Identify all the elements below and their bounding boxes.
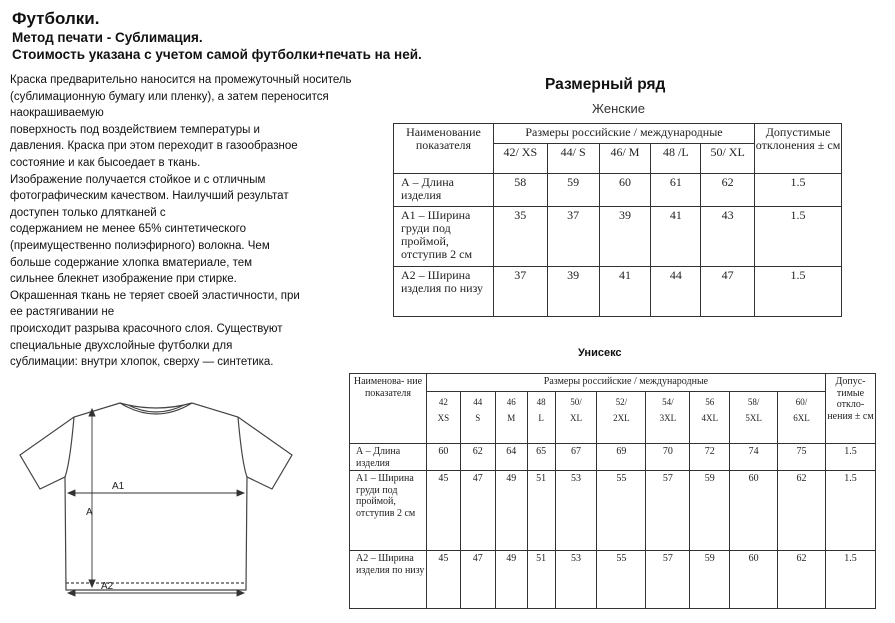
print-method: Метод печати - Сублимация. [12, 30, 203, 45]
women-cell: 62 [701, 174, 755, 207]
women-cell: 37 [493, 267, 547, 317]
unisex-cell: 57 [646, 551, 690, 609]
women-cell-tolerance: 1.5 [755, 267, 842, 317]
unisex-size-header: 56 4XL [690, 392, 730, 444]
women-cell: 35 [493, 207, 547, 267]
women-cell: 39 [547, 267, 599, 317]
unisex-cell: 62 [778, 551, 826, 609]
description-line: Окрашенная ткань не теряет своей эластичности, при [10, 289, 300, 302]
unisex-cell: 53 [555, 471, 597, 551]
label-a: А [86, 507, 93, 518]
women-cell: 60 [599, 174, 651, 207]
unisex-cell: 64 [495, 444, 527, 471]
women-row-name: А2 – Ширина изделия по низу [394, 267, 494, 317]
women-col-sizes-header: Размеры российские / международные [493, 124, 754, 144]
unisex-cell: 72 [690, 444, 730, 471]
description-line: доступен только длятканей с [10, 206, 166, 219]
unisex-cell: 47 [460, 471, 495, 551]
tshirt-collar [120, 403, 192, 412]
unisex-cell: 45 [426, 551, 460, 609]
description-line: состояние и как бысоедает в ткань. [10, 156, 201, 169]
unisex-size-header: 52/ 2XL [597, 392, 646, 444]
description-text [10, 72, 400, 371]
description-line: Изображение получается стойкое и с отличным [10, 173, 266, 186]
description-line: происходит разрыва красочного слоя. Существуют [10, 322, 283, 335]
unisex-col-name-header: Наименова- ние показателя [350, 374, 427, 444]
women-size-header: 46/ M [599, 144, 651, 174]
unisex-cell: 51 [527, 551, 555, 609]
women-cell-tolerance: 1.5 [755, 174, 842, 207]
unisex-cell-tolerance: 1.5 [825, 551, 875, 609]
women-cell-tolerance: 1.5 [755, 207, 842, 267]
tshirt-outline [20, 403, 292, 590]
unisex-cell: 69 [597, 444, 646, 471]
unisex-cell: 53 [555, 551, 597, 609]
unisex-row-name: А1 – Ширина груди под проймой, отступив 2 см [350, 471, 427, 551]
unisex-cell-tolerance: 1.5 [825, 471, 875, 551]
table-row [350, 471, 876, 551]
description-line: фотографическим качеством. Наилучший результат [10, 190, 289, 203]
table-row [394, 174, 842, 207]
unisex-size-header: 46 M [495, 392, 527, 444]
table-row [394, 207, 842, 267]
women-size-header: 44/ S [547, 144, 599, 174]
description-line: поверхность под воздействием температуры и [10, 123, 260, 136]
women-cell: 41 [651, 207, 701, 267]
women-cell: 61 [651, 174, 701, 207]
women-cell: 44 [651, 267, 701, 317]
women-subtitle: Женские [592, 101, 645, 116]
unisex-cell: 62 [460, 444, 495, 471]
unisex-size-header: 60/ 6XL [778, 392, 826, 444]
size-chart-title: Размерный ряд [545, 76, 666, 93]
unisex-cell: 57 [646, 471, 690, 551]
unisex-cell: 75 [778, 444, 826, 471]
description-line: (сублимационную бумагу или пленку), а затем переносится [10, 90, 329, 103]
women-row-name: А – Длина изделия [394, 174, 494, 207]
women-size-header: 42/ XS [493, 144, 547, 174]
women-cell: 59 [547, 174, 599, 207]
cost-note: Стоимость указана с учетом самой футболки+печать на ней. [12, 47, 422, 62]
unisex-cell: 74 [730, 444, 778, 471]
women-cell: 43 [701, 207, 755, 267]
unisex-cell: 49 [495, 471, 527, 551]
women-cell: 47 [701, 267, 755, 317]
unisex-cell: 60 [730, 551, 778, 609]
unisex-cell: 65 [527, 444, 555, 471]
description-line: Краска предварительно наносится на промежуточный носитель [10, 74, 352, 86]
unisex-cell: 51 [527, 471, 555, 551]
unisex-col-sizes-header: Размеры российские / международные [426, 374, 825, 392]
unisex-size-table [349, 373, 876, 609]
unisex-cell: 62 [778, 471, 826, 551]
unisex-size-header: 44 S [460, 392, 495, 444]
description-line: больше содержание хлопка вматериале, тем [10, 256, 253, 269]
unisex-size-header: 48 L [527, 392, 555, 444]
women-size-header: 50/ XL [701, 144, 755, 174]
women-cell: 39 [599, 207, 651, 267]
table-row [394, 267, 842, 317]
unisex-cell-tolerance: 1.5 [825, 444, 875, 471]
unisex-row-name: А2 – Ширина изделия по низу [350, 551, 427, 609]
unisex-cell: 70 [646, 444, 690, 471]
unisex-size-header: 50/ XL [555, 392, 597, 444]
description-line: (преимущественно полиэфирного) волокна. Чем [10, 239, 270, 252]
unisex-cell: 59 [690, 551, 730, 609]
page-title: Футболки. [12, 9, 100, 28]
unisex-size-header: 54/ 3XL [646, 392, 690, 444]
table-row [350, 551, 876, 609]
unisex-row-name: А – Длина изделия [350, 444, 427, 471]
description-line: наокрашиваемую [10, 107, 104, 120]
women-size-header: 48 /L [651, 144, 701, 174]
unisex-size-header: 58/ 5XL [730, 392, 778, 444]
description-line: сильнее блекнет изображение при стирке. [10, 273, 237, 286]
unisex-cell: 60 [730, 471, 778, 551]
table-row [350, 444, 876, 471]
unisex-cell: 45 [426, 471, 460, 551]
unisex-cell: 59 [690, 471, 730, 551]
unisex-cell: 67 [555, 444, 597, 471]
women-col-tolerance-header: Допустимые отклонения ± см [755, 124, 842, 174]
unisex-col-tolerance-header: Допус- тимые откло- нения ± см [825, 374, 875, 444]
unisex-size-header: 42 XS [426, 392, 460, 444]
women-size-table [393, 123, 842, 317]
description-line: сублимации: внутри хлопок, сверху — синтетика. [10, 356, 274, 369]
women-cell: 41 [599, 267, 651, 317]
unisex-cell: 55 [597, 551, 646, 609]
unisex-subtitle: Унисекс [578, 347, 622, 359]
description-line: ее растягивании не [10, 306, 115, 319]
women-row-name: А1 – Ширина груди под проймой, отступив 2 см [394, 207, 494, 267]
description-line: давления. Краска при этом переходит в газообразное [10, 140, 298, 153]
unisex-cell: 49 [495, 551, 527, 609]
label-a1: А1 [112, 481, 125, 492]
unisex-cell: 55 [597, 471, 646, 551]
description-line: специальные двухслойные футболки для [10, 339, 233, 352]
women-col-name-header: Наименование показателя [394, 124, 494, 174]
women-cell: 58 [493, 174, 547, 207]
label-a2: А2 [101, 581, 114, 592]
description-line: содержанием не менее 65% синтетического [10, 223, 247, 236]
tshirt-diagram [10, 385, 310, 610]
unisex-cell: 47 [460, 551, 495, 609]
unisex-cell: 60 [426, 444, 460, 471]
women-cell: 37 [547, 207, 599, 267]
